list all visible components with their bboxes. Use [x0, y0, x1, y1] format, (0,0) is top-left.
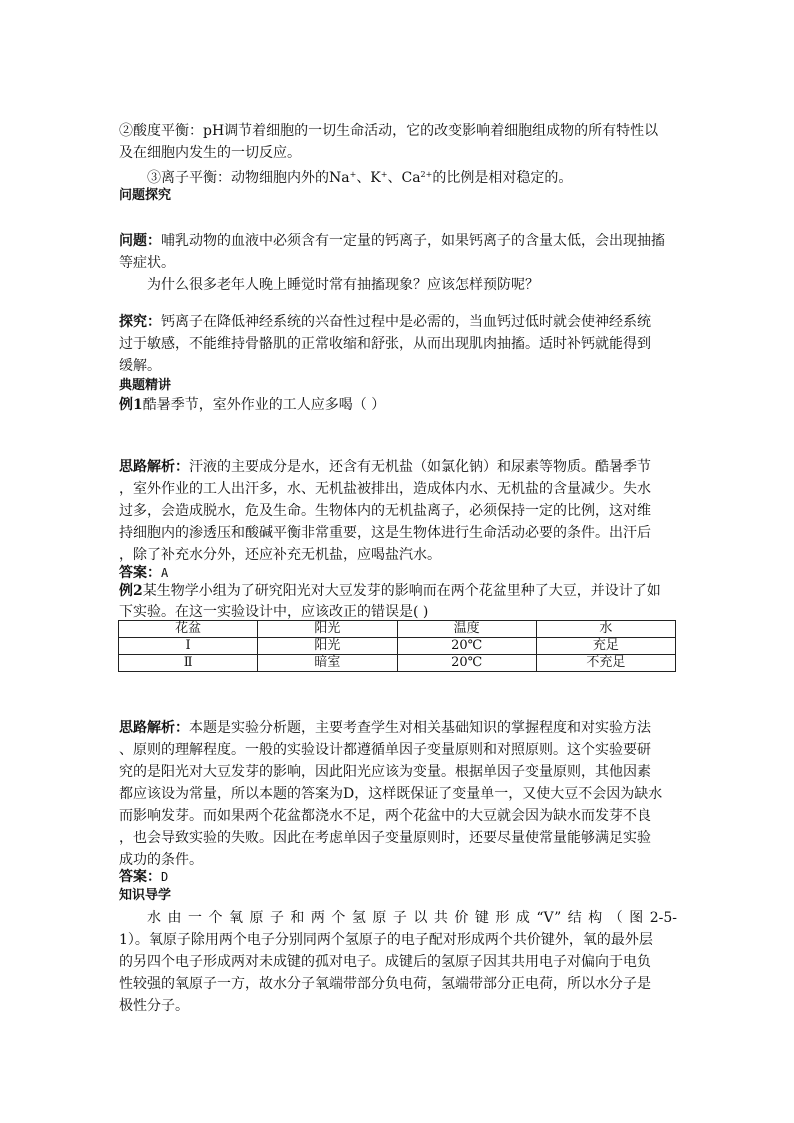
analysis-1-line-5: ，除了补充水分外，还应补充无机盐，应喝盐汽水。 [119, 547, 441, 563]
example-2-line-2: 下实验。在这一实验设计中，应该改正的错误是( ) [119, 604, 429, 620]
analysis-1-line-3: 过多，会造成脱水，危及生命。生物体内的无机盐离子，必须保持一定的比例，这对维 [119, 503, 651, 519]
analysis-2-line-7: 成功的条件。 [119, 852, 203, 868]
knowledge-line-5: 极性分子。 [119, 998, 189, 1014]
answer-1: 答案：A [119, 565, 169, 581]
analysis-2-line-3: 究的是阳光对大豆发芽的影响，因此阳光应该为变量。根据单因子变量原则，其他因素 [119, 764, 651, 780]
table-cell: 20℃ [397, 638, 536, 655]
answer-2: 答案：D [119, 869, 169, 885]
explore-line-1: 探究：钙离子在降低神经系统的兴奋性过程中是必需的，当血钙过低时就会使神经系统 [119, 314, 651, 330]
table-cell: 充足 [536, 638, 675, 655]
table-cell: 暗室 [258, 655, 397, 672]
table-header-cell: 温度 [397, 621, 536, 638]
explore-line-2: 过于敏感，不能维持骨骼肌的正常收缩和舒张，从而出现肌肉抽搐。适时补钙就能得到 [119, 336, 651, 352]
knowledge-line-4: 性较强的氧原子一方，故水分子氧端带部分负电荷，氢端带部分正电荷，所以水分子是 [119, 976, 651, 992]
example-2-line-1: 例2某生物学小组为了研究阳光对大豆发芽的影响而在两个花盆里种了大豆，并设计了如 [119, 583, 661, 599]
table-cell: Ⅰ [119, 638, 258, 655]
heading-zhishi-daoxue: 知识导学 [119, 888, 172, 903]
experiment-table [118, 620, 676, 672]
table-row [119, 655, 676, 672]
explore-line-3: 缓解。 [119, 358, 161, 374]
example-1-question: 例1酷暑季节，室外作业的工人应多喝（ ） [119, 397, 386, 413]
analysis-1-line-1: 思路解析：汗液的主要成分是水，还含有无机盐（如氯化钠）和尿素等物质。酷暑季节 [119, 459, 651, 475]
table-cell: 20℃ [397, 655, 536, 672]
analysis-2-line-5: 而影响发芽。而如果两个花盆都浇水不足，两个花盆中的大豆就会因为缺水而发芽不良 [119, 808, 651, 824]
analysis-2-line-4: 都应该设为常量，所以本题的答案为D，这样既保证了变量单一，又使大豆不会因为缺水 [119, 786, 663, 802]
knowledge-line-2: 1）。氧原子除用两个电子分别同两个氢原子的电子配对形成两个共价键外，氧的最外层 [119, 932, 653, 948]
table-cell: Ⅱ [119, 655, 258, 672]
question-line-1: 问题：哺乳动物的血液中必须含有一定量的钙离子，如果钙离子的含量太低，会出现抽搐 [119, 233, 665, 249]
ion-balance-line: ③离子平衡：动物细胞内外的Na+、K+、$Ca^{2+}$的比例是相对稳定的。 [147, 170, 573, 186]
table-cell: 阳光 [258, 638, 397, 655]
table-cell: 不充足 [536, 655, 675, 672]
analysis-2-line-6: ，也会导致实验的失败。因此在考虑单因子变量原则时，还要尽量使常量能够满足实验 [119, 830, 651, 846]
heading-dianti-jingjiang: 典题精讲 [119, 378, 172, 393]
analysis-1-line-4: 持细胞内的渗透压和酸碱平衡非常重要，这是生物体进行生命活动必要的条件。出汗后 [119, 525, 651, 541]
knowledge-line-1: 水由一个氧原子和两个氢原子以共价键形成“V”结构（图2-5- [147, 910, 677, 926]
knowledge-line-3: 的另四个电子形成两对未成键的孤对电子。成键后的氢原子因其共用电子对偏向于电负 [119, 954, 651, 970]
table-header-row [119, 621, 676, 638]
question-line-2: 等症状。 [119, 255, 175, 271]
acid-balance-line-1: ②酸度平衡：pH调节着细胞的一切生命活动，它的改变影响着细胞组成物的所有特性以 [119, 123, 659, 139]
analysis-2-line-1: 思路解析：本题是实验分析题，主要考查学生对相关基础知识的掌握程度和对实验方法 [119, 720, 651, 736]
analysis-1-line-2: ，室外作业的工人出汗多，水、无机盐被排出，造成体内水、无机盐的含量减少。失水 [119, 481, 651, 497]
table-row [119, 638, 676, 655]
question-line-3: 为什么很多老年人晚上睡觉时常有抽搐现象？应该怎样预防呢？ [147, 277, 539, 293]
table-header-cell: 花盆 [119, 621, 258, 638]
analysis-2-line-2: 、原则的理解程度。一般的实验设计都遵循单因子变量原则和对照原则。这个实验要研 [119, 742, 651, 758]
table-header-cell: 水 [536, 621, 675, 638]
acid-balance-line-2: 及在细胞内发生的一切反应。 [119, 145, 301, 161]
heading-wenti-tanjiu: 问题探究 [119, 188, 172, 203]
table-header-cell: 阳光 [258, 621, 397, 638]
